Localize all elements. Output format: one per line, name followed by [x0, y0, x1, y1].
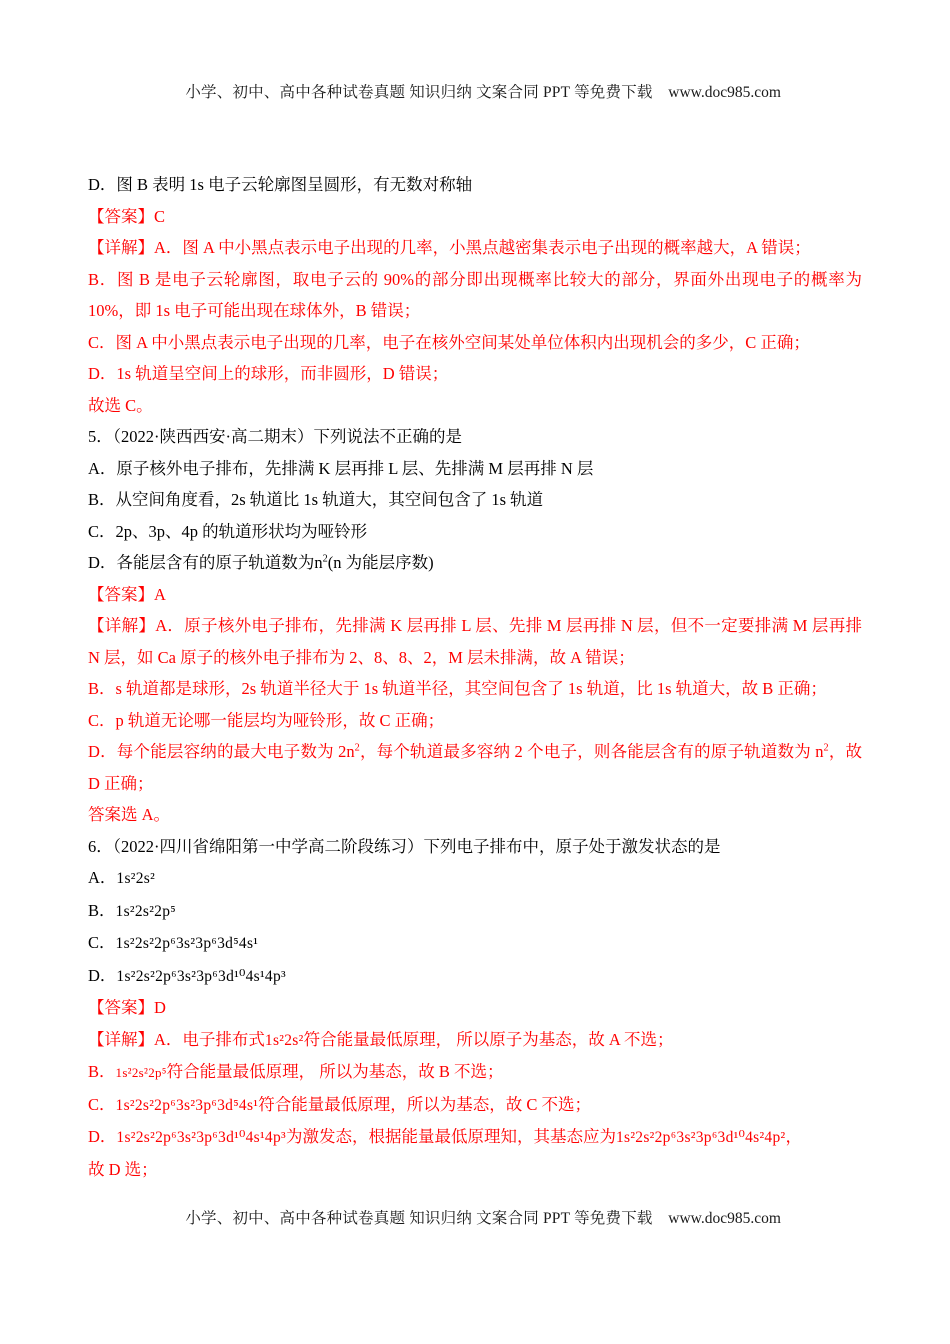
q6-answer-value: D: [154, 998, 166, 1017]
q5-option-b-text: 从空间角度看，2s 轨道比 1s 轨道大，其空间包含了 1s 轨道: [115, 490, 544, 509]
q6-explain-d-formula2: 1s²2s²2p⁶3s²3p⁶3d¹⁰4s²4p²: [615, 1129, 786, 1146]
q5-answer-value: A: [154, 584, 166, 604]
q4-answer-value: C: [154, 206, 166, 226]
q6-explain-d: [88, 1121, 862, 1154]
q6-explain-label: 【详解】: [88, 1029, 154, 1049]
q5-option-d-text-before: 各能层含有的原子轨道数为n: [116, 553, 323, 572]
q6-explain-c: [88, 1089, 862, 1122]
q5-option-d-key: D．: [88, 553, 117, 572]
footer-watermark: [0, 1188, 950, 1246]
q6-option-c[interactable]: [88, 927, 862, 960]
q4-answer-label: 【答案】: [88, 206, 154, 226]
q6-explain-c-formula: 1s²2s²2p⁶3s²3p⁶3d⁵4s¹: [115, 1096, 259, 1114]
q5-explain-d-part1: D．每个能层容纳的最大电子数为 2n: [88, 742, 355, 761]
q6-option-b[interactable]: [88, 895, 862, 928]
q5-explain-b: B．s 轨道都是球形，2s 轨道半径大于 1s 轨道半径，其空间包含了 1s 轨道，比 1s 轨道大，故 B 正确；: [88, 679, 827, 698]
q6-explain-a-formula: 1s²2s²: [264, 1031, 304, 1049]
q5-explain-a: [88, 610, 862, 673]
q6-explain-d-key: D．: [88, 1127, 117, 1146]
q5-explain-d-sup1: 2: [354, 742, 360, 754]
q6-stem: [88, 831, 862, 863]
header-watermark: [88, 0, 862, 120]
q6-explain-a-text2: 符合能量最低原理， 所以原子为基态，故 A 不选；: [303, 1029, 674, 1049]
q6-option-a-formula: 1s²2s²: [116, 870, 156, 887]
q6-explain-a: [88, 1024, 862, 1057]
q6-explain-b-formula: 1s²2s²2p⁵: [115, 1065, 167, 1080]
q5-answer-label: 【答案】: [88, 584, 154, 604]
q5-option-a-text: 原子核外电子排布，先排满 K 层再排 L 层、先排满 M 层再排 N 层: [116, 458, 594, 478]
q5-explain-label: 【详解】: [88, 616, 156, 635]
q5-option-b-key: B．: [88, 490, 116, 509]
q6-explain-d-formula: 1s²2s²2p⁶3s²3p⁶3d¹⁰4s¹4p³: [116, 1129, 286, 1146]
q6-explain-a-key: A．: [154, 1029, 183, 1049]
header-watermark-text: 小学、初中、高中各种试卷真题 知识归纳 文案合同 PPT 等免费下载: [185, 84, 653, 101]
q6-option-c-key: C．: [88, 933, 116, 952]
q5-number: 5．: [88, 427, 113, 446]
q5-option-c-key: C．: [88, 521, 116, 541]
q6-option-a-key: A．: [88, 868, 117, 887]
q5-option-d[interactable]: [88, 547, 862, 579]
q6-source: （2022·四川省绵阳第一中学高二阶段练习）: [112, 836, 424, 856]
q4-explain-b: B．图 B 是电子云轮廓图，取电子云的 90%的部分即出现概率比较大的部分，界面外出现电子的概率为 10%，即 1s 电子可能出现在球体外，B 错误；: [88, 269, 862, 320]
q4-option-d: D．图 B 表明 1s 电子云轮廓图呈圆形，有无数对称轴: [88, 175, 473, 194]
footer-watermark-url: www.doc985.com: [668, 1210, 781, 1227]
header-watermark-url: www.doc985.com: [668, 84, 781, 101]
q5-option-d-text-after: (n 为能层序数): [327, 553, 434, 572]
q6-explain-d-text1: 为激发态，根据能量最低原理知，其基态应为: [285, 1127, 616, 1146]
q6-option-c-formula: 1s²2s²2p⁶3s²3p⁶3d⁵4s¹: [115, 935, 259, 952]
q6-explain-c-text: 符合能量最低原理，所以为基态，故 C 不选；: [258, 1094, 592, 1114]
q5-stem-text: 下列说法不正确的是: [313, 427, 462, 446]
q6-option-b-key: B．: [88, 900, 116, 920]
q4-explain-a: [88, 232, 862, 264]
q5-option-a[interactable]: [88, 453, 862, 485]
q6-conclusion: 故 D 选；: [88, 1159, 158, 1179]
q5-stem: [88, 421, 862, 453]
q5-explain-c: C．p 轨道无论哪一能层均为哑铃形，故 C 正确；: [88, 710, 445, 730]
document-content: [88, 120, 862, 1185]
q5-source: （2022·陕西西安·高二期末）: [112, 427, 314, 446]
q6-explain-b-key: B．: [88, 1062, 116, 1081]
q5-option-a-key: A．: [88, 458, 117, 478]
q6-answer-label: 【答案】: [88, 998, 154, 1017]
q6-answer: [88, 992, 862, 1024]
q6-option-d-key: D．: [88, 965, 117, 985]
q4-answer: [88, 201, 862, 233]
q4-explain-a-text: A．图 A 中小黑点表示电子出现的几率，小黑点越密集表示电子出现的概率越大，A 错误；: [154, 238, 811, 257]
q6-number: 6．: [88, 836, 113, 856]
q4-explain-label: 【详解】: [88, 238, 154, 257]
q6-stem-text: 下列电子排布中，原子处于激发状态的是: [423, 836, 721, 856]
q6-option-d[interactable]: [88, 960, 862, 993]
q6-explain-a-text1: 电子排布式: [182, 1029, 265, 1049]
q5-answer: [88, 579, 862, 611]
q5-explain-d-part3: ，故 D 正确；: [88, 742, 863, 793]
q6-explain-d-text2: ，: [785, 1127, 802, 1146]
q5-option-b[interactable]: [88, 484, 862, 516]
q5-explain-a-text: A．原子核外电子排布，先排满 K 层再排 L 层、先排 M 层再排 N 层，但不一定要排满 M 层再排 N 层，如 Ca 原子的核外电子排布为 2、8、8、2，M 层未排满，故 A 错误；: [88, 616, 862, 667]
footer-watermark-text: 小学、初中、高中各种试卷真题 知识归纳 文案合同 PPT 等免费下载: [185, 1210, 653, 1227]
q4-explain-d: D．1s 轨道呈空间上的球形，而非圆形，D 错误；: [88, 364, 449, 383]
q5-explain-d: [88, 736, 862, 799]
q5-option-c[interactable]: [88, 516, 862, 548]
q4-explain-c: C．图 A 中小黑点表示电子出现的几率，电子在核外空间某处单位体积内出现机会的多少，C 正确；: [88, 332, 810, 352]
q6-option-b-formula: 1s²2s²2p⁵: [115, 902, 176, 920]
q6-explain-b-text: 符合能量最低原理， 所以为基态，故 B 不选；: [166, 1062, 504, 1081]
q6-explain-b: [88, 1056, 862, 1089]
q6-explain-c-key: C．: [88, 1094, 116, 1114]
q5-explain-d-sup2: 2: [823, 742, 829, 754]
q5-explain-d-part2: ，每个轨道最多容纳 2 个电子，则各能层含有的原子轨道数为 n: [359, 742, 824, 761]
q6-option-d-formula: 1s²2s²2p⁶3s²3p⁶3d¹⁰4s¹4p³: [116, 967, 286, 985]
q5-conclusion: 答案选 A。: [88, 805, 171, 824]
q6-option-a[interactable]: [88, 862, 862, 895]
q4-conclusion: 故选 C。: [88, 395, 153, 415]
q5-option-c-text: 2p、3p、4p 的轨道形状均为哑铃形: [115, 521, 368, 541]
q5-option-d-superscript: 2: [322, 553, 328, 565]
